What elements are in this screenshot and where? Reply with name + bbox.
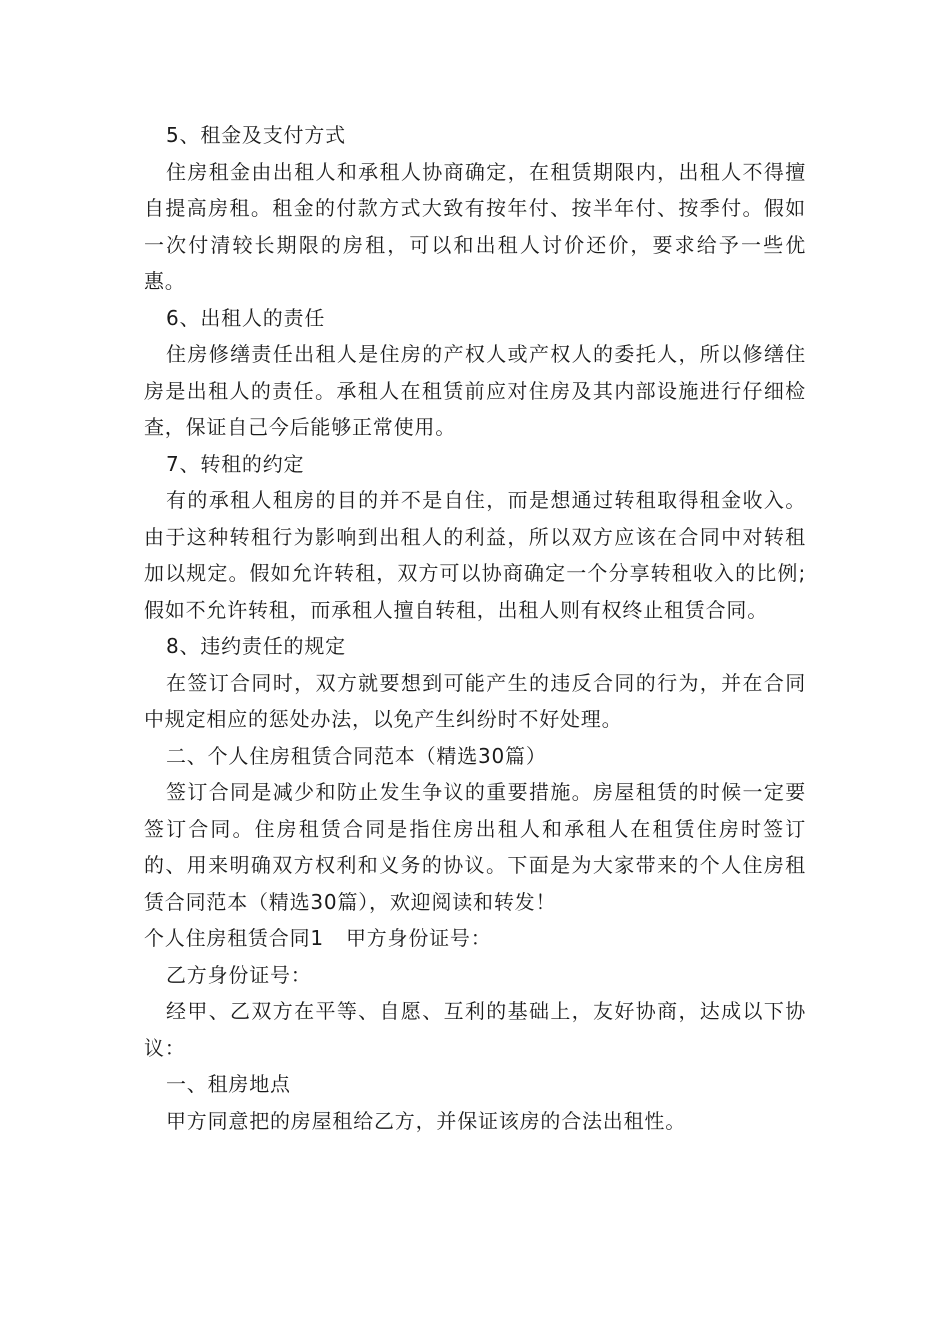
section-heading-breach: 8、违约责任的规定 [166,634,346,658]
contract-title-line [144,920,806,957]
section-heading-rental-location: 一、租房地点 [166,1072,291,1096]
section-heading-sublease: 7、转租的约定 [166,451,305,476]
paragraph-rent-payment: 住房租金由出租人和承租人协商确定，在租赁期限内，出租人不得擅自提高房租。租金的付款方式大致有按年付、按半年付、按季付。假如一次付清较长期限的房租，可以和出租人讨价还价，要求给予一些优惠。 [144,159,806,293]
section-heading-rent-payment: 5、租金及支付方式 [166,123,346,147]
contract-title: 个人住房租赁合同1 [144,926,324,950]
section-heading-contract-samples: 二、个人住房租赁合同范本（精选30篇） [166,743,547,768]
document-body [144,117,806,1139]
paragraph-contract-intro: 签订合同是减少和防止发生争议的重要措施。房屋租赁的时候一定要签订合同。住房租赁合同是指住房出租人和承租人在租赁住房时签订的、用来明确双方权利和义务的协议。下面是为大家带来的个人住房租赁合同范本（精选30篇），欢迎阅读和转发！ [144,780,806,914]
paragraph-agreement-intro: 经甲、乙双方在平等、自愿、互利的基础上，友好协商，达成以下协议： [144,999,806,1060]
paragraph-sublease: 有的承租人租房的目的并不是自住，而是想通过转租取得租金收入。由于这种转租行为影响到出租人的利益，所以双方应该在合同中对转租加以规定。假如允许转租，双方可以协商确定一个分享转租收入的比例;假如不允许转租，而承租人擅自转租，出租人则有权终止租赁合同。 [144,488,806,622]
paragraph-lessor-duty: 住房修缮责任出租人是住房的产权人或产权人的委托人，所以修缮住房是出租人的责任。承租人在租赁前应对住房及其内部设施进行仔细检查，保证自己今后能够正常使用。 [144,342,806,439]
party-b-id-label: 乙方身份证号： [166,962,312,987]
party-a-id-label: 甲方身份证号： [345,926,492,950]
section-heading-lessor-duty: 6、出租人的责任 [166,305,326,330]
paragraph-rental-location: 甲方同意把的房屋租给乙方，并保证该房的合法出租性。 [166,1108,686,1133]
paragraph-breach: 在签订合同时，双方就要想到可能产生的违反合同的行为，并在合同中规定相应的惩处办法，以免产生纠纷时不好处理。 [144,670,806,731]
